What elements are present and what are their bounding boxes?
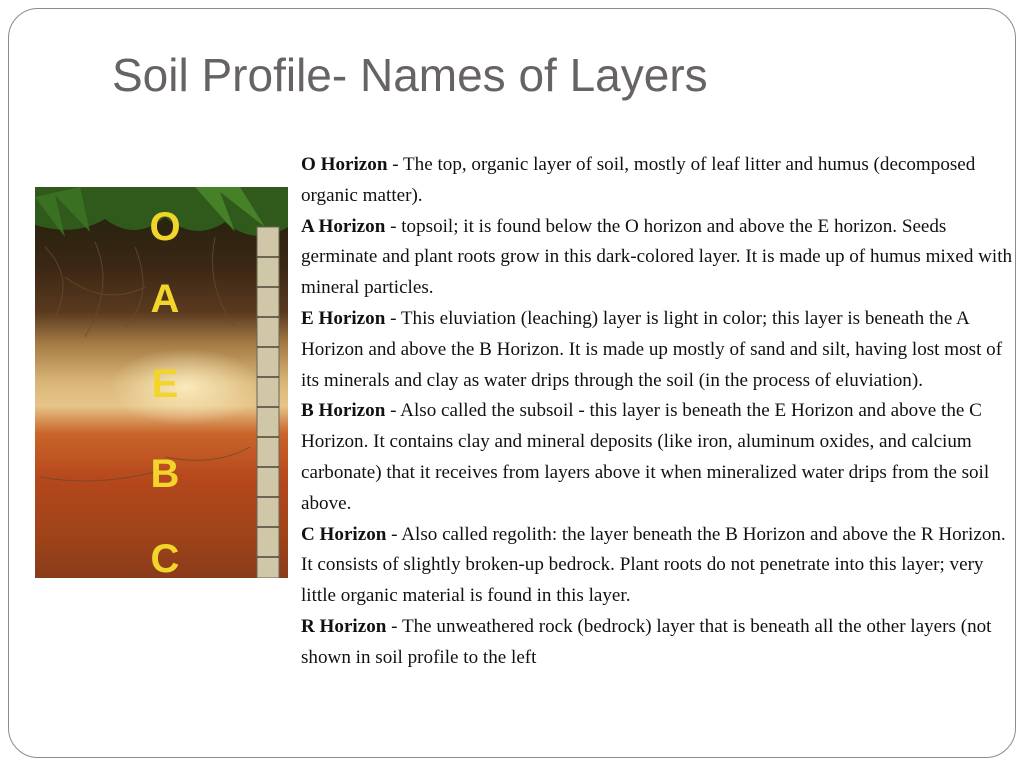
soil-profile-photo (35, 187, 288, 578)
horizon-text: - Also called the subsoil - this layer is beneath the E Horizon and above the C Horizon. It contains clay and mineral deposits (like iron, aluminum oxides, and calcium carbonate) that it receives from layers above it when mineralized water drips from the soil above. (301, 400, 990, 514)
horizon-entry-r (301, 612, 1015, 674)
horizon-name: R Horizon (301, 615, 387, 637)
horizon-entry-b (301, 396, 1015, 519)
horizon-text: - The unweathered rock (bedrock) layer that is beneath all the other layers (not shown in soil profile to the left (301, 615, 992, 668)
horizon-description-list (301, 150, 1015, 674)
horizon-name: A Horizon (301, 215, 386, 237)
layer-letter-e: E (151, 362, 179, 406)
horizon-entry-c (301, 520, 1015, 612)
horizon-text: - This eluviation (leaching) layer is light in color; this layer is beneath the A Horizon and above the B Horizon. It is made up mostly of sand and silt, having lost most of its minerals and clay as water drips through the soil (in the process of eluviation). (301, 307, 1003, 391)
layer-letter-b: B (150, 452, 180, 496)
horizon-name: B Horizon (301, 400, 386, 422)
horizon-name: O Horizon (301, 154, 388, 175)
horizon-text: - topsoil; it is found below the O horizon and above the E horizon. Seeds germinate and plant roots grow in this dark-colored layer. It is made up of humus mixed with mineral particles. (301, 215, 1013, 299)
layer-letter-a: A (150, 277, 180, 321)
horizon-text: - The top, organic layer of soil, mostly of leaf litter and humus (decomposed organic matter). (301, 154, 976, 206)
layer-letter-o: O (149, 205, 181, 249)
horizon-name: E Horizon (301, 307, 386, 329)
horizon-name: C Horizon (301, 523, 387, 545)
horizon-entry-e (301, 304, 1015, 396)
layer-letter-c: C (150, 537, 180, 578)
slide-title: Soil Profile- Names of Layers (112, 49, 708, 101)
horizon-entry-a (301, 212, 1015, 304)
horizon-text: - Also called regolith: the layer beneath the B Horizon and above the R Horizon. It consists of slightly broken-up bedrock. Plant roots do not penetrate into this layer; very little organic material is found in this layer. (301, 523, 1006, 607)
horizon-entry-o (301, 150, 1015, 212)
